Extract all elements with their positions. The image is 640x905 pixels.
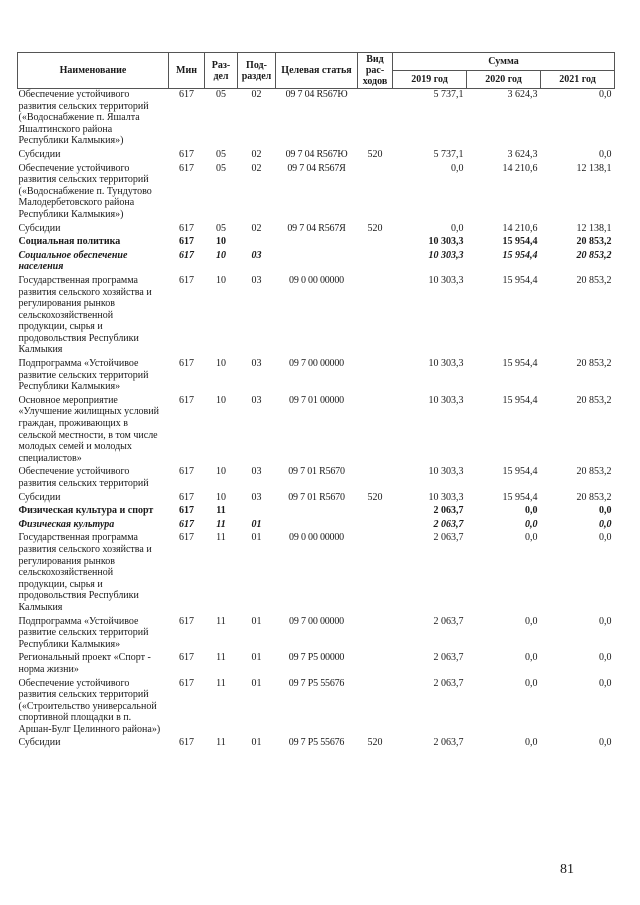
row-sum-2021: 0,0 — [599, 737, 612, 749]
row-sum-2019: 10 303,3 — [428, 249, 464, 261]
row-sum-2020: 15 954,4 — [502, 249, 538, 261]
row-sum-2019: 2 063,7 — [433, 505, 464, 517]
row-razdel: 10 — [216, 394, 226, 406]
row-podrazdel: 03 — [251, 274, 262, 286]
row-sum-2019: 2 063,7 — [433, 615, 464, 627]
row-vid — [358, 616, 393, 653]
row-article: 09 7 04 R567Ю — [285, 89, 348, 100]
row-podrazdel: 03 — [251, 491, 262, 503]
row-sum-2019: 0,0 — [451, 222, 464, 234]
row-razdel: 10 — [216, 236, 226, 248]
row-razdel: 10 — [216, 491, 226, 503]
row-name: Социальное обеспечение населения — [18, 249, 128, 273]
table-header — [18, 53, 615, 89]
row-article: 09 0 00 00000 — [289, 274, 344, 286]
row-podrazdel: 02 — [251, 148, 262, 160]
row-sum-2020: 3 624,3 — [507, 89, 538, 100]
row-article — [276, 505, 358, 519]
row-article: 09 7 04 R567Я — [287, 162, 346, 174]
row-sum-2019: 10 303,3 — [428, 274, 464, 286]
row-sum-2021: 0,0 — [599, 148, 612, 160]
row-razdel: 11 — [216, 518, 226, 530]
row-min: 617 — [179, 162, 194, 174]
row-sum-2019: 2 063,7 — [433, 518, 464, 530]
row-vid: 520 — [367, 737, 383, 749]
row-sum-2019: 5 737,1 — [433, 89, 464, 100]
row-razdel: 11 — [216, 532, 226, 544]
row-sum-2021: 12 138,1 — [576, 222, 612, 234]
row-name: Региональный проект «Спорт - норма жизни» — [18, 652, 151, 675]
row-name: Субсидии — [18, 737, 61, 749]
row-article: 09 7 01 00000 — [289, 394, 344, 406]
row-min: 617 — [179, 518, 194, 530]
header-2019: 2019 год — [393, 71, 467, 89]
header-summa: Сумма — [393, 53, 615, 71]
row-podrazdel — [238, 505, 276, 519]
row-sum-2019: 10 303,3 — [428, 358, 464, 370]
row-sum-2019: 2 063,7 — [433, 677, 464, 689]
table-row — [18, 149, 615, 163]
row-min: 617 — [179, 737, 194, 749]
row-sum-2021: 20 853,2 — [576, 274, 612, 286]
row-sum-2021: 0,0 — [599, 518, 612, 530]
row-name: Физическая культура — [18, 518, 115, 530]
row-razdel: 11 — [216, 615, 226, 627]
row-vid — [358, 519, 393, 533]
row-razdel: 05 — [216, 162, 226, 174]
table-row — [18, 652, 615, 677]
row-sum-2021: 0,0 — [599, 89, 612, 100]
row-article: 09 7 P5 55676 — [288, 677, 345, 689]
row-sum-2020: 15 954,4 — [502, 466, 538, 478]
row-vid — [358, 275, 393, 358]
row-article: 09 7 04 R567Ю — [285, 148, 348, 160]
row-min: 617 — [179, 615, 194, 627]
row-sum-2019: 5 737,1 — [433, 148, 464, 160]
row-min: 617 — [179, 236, 194, 248]
table-row — [18, 519, 615, 533]
header-min: Мин — [169, 53, 205, 89]
row-podrazdel: 01 — [251, 615, 262, 627]
header-2021: 2021 год — [541, 71, 615, 89]
row-min: 617 — [179, 274, 194, 286]
row-min: 617 — [179, 222, 194, 234]
table-row — [18, 250, 615, 275]
row-sum-2020: 0,0 — [525, 532, 538, 544]
row-name: Обеспечение устойчивого развития сельских территорий («Водоснабжение п. Яшалта Яшалтинского района Республики Калмыкия») — [18, 89, 149, 147]
row-razdel: 05 — [216, 148, 226, 160]
row-name: Обеспечение устойчивого развития сельских территорий («Водоснабжение п. Тундутово Малодербетовского района Республики Калмыкия») — [18, 162, 152, 220]
row-razdel: 11 — [216, 737, 226, 749]
row-sum-2021: 0,0 — [599, 505, 612, 517]
row-sum-2021: 20 853,2 — [576, 249, 612, 261]
row-razdel: 10 — [216, 249, 226, 261]
row-sum-2020: 3 624,3 — [507, 148, 538, 160]
row-razdel: 11 — [216, 505, 226, 517]
row-podrazdel: 03 — [251, 466, 262, 478]
row-name: Государственная программа развития сельского хозяйства и регулирования рынков сельскохозяйственной продукции, сырья и продовольствия Республики Калмыкия — [18, 532, 152, 613]
row-min: 617 — [179, 491, 194, 503]
row-sum-2019: 0,0 — [451, 162, 464, 174]
row-sum-2021: 20 853,2 — [576, 358, 612, 370]
row-name: Социальная политика — [18, 236, 121, 248]
page-number: 81 — [560, 862, 574, 877]
table-row — [18, 492, 615, 506]
row-name: Государственная программа развития сельского хозяйства и регулирования рынков сельскохозяйственной продукции, сырья и продовольствия Республики Калмыкия — [18, 274, 152, 356]
row-vid — [358, 395, 393, 467]
row-razdel: 05 — [216, 89, 226, 100]
row-vid — [358, 89, 393, 149]
table-row — [18, 358, 615, 395]
row-vid — [358, 358, 393, 395]
header-article: Целевая статья — [276, 53, 358, 89]
row-sum-2020: 15 954,4 — [502, 491, 538, 503]
row-razdel: 11 — [216, 677, 226, 689]
row-sum-2021: 20 853,2 — [576, 491, 612, 503]
row-vid — [358, 163, 393, 223]
row-sum-2020: 0,0 — [525, 737, 538, 749]
row-sum-2020: 14 210,6 — [502, 162, 538, 174]
row-article — [276, 250, 358, 275]
row-article — [276, 519, 358, 533]
row-sum-2020: 0,0 — [525, 615, 538, 627]
row-razdel: 10 — [216, 358, 226, 370]
row-sum-2020: 0,0 — [525, 518, 538, 530]
row-vid — [358, 466, 393, 491]
table-row — [18, 678, 615, 738]
row-min: 617 — [179, 148, 194, 160]
row-vid: 520 — [367, 148, 383, 160]
row-sum-2019: 2 063,7 — [433, 652, 464, 664]
header-vid: Вид рас-ходов — [358, 53, 393, 89]
row-podrazdel: 01 — [251, 677, 262, 689]
table-row — [18, 505, 615, 519]
row-podrazdel: 02 — [251, 222, 262, 234]
row-name: Подпрограмма «Устойчивое развитие сельских территорий Республики Калмыкия» — [18, 615, 149, 650]
row-sum-2020: 14 210,6 — [502, 222, 538, 234]
row-article: 09 7 P5 00000 — [288, 652, 345, 664]
row-sum-2020: 0,0 — [525, 677, 538, 689]
row-podrazdel: 01 — [251, 532, 262, 544]
row-podrazdel: 03 — [251, 249, 262, 261]
budget-table — [17, 52, 615, 751]
row-sum-2020: 15 954,4 — [502, 274, 538, 286]
row-name: Обеспечение устойчивого развития сельских территорий («Строительство универсальной спортивной площадки в п. Аршан-Булг Целинного района») — [18, 677, 161, 735]
row-min: 617 — [179, 677, 194, 689]
row-sum-2020: 15 954,4 — [502, 236, 538, 248]
row-article: 09 0 00 00000 — [289, 532, 344, 544]
row-sum-2020: 15 954,4 — [502, 394, 538, 406]
row-vid — [358, 532, 393, 615]
row-podrazdel: 03 — [251, 394, 262, 406]
row-podrazdel: 02 — [251, 162, 262, 174]
row-min: 617 — [179, 394, 194, 406]
row-name: Физическая культура и спорт — [18, 505, 154, 517]
row-min: 617 — [179, 505, 194, 517]
row-min: 617 — [179, 89, 194, 100]
row-min: 617 — [179, 532, 194, 544]
table-row — [18, 616, 615, 653]
row-vid: 520 — [367, 222, 383, 234]
table-row — [18, 236, 615, 250]
row-vid — [358, 652, 393, 677]
row-sum-2019: 10 303,3 — [428, 236, 464, 248]
row-vid: 520 — [367, 491, 383, 503]
row-min: 617 — [179, 652, 194, 664]
header-name: Наименование — [18, 53, 169, 89]
row-vid — [358, 505, 393, 519]
table-row — [18, 89, 615, 149]
table-row — [18, 163, 615, 223]
row-sum-2021: 0,0 — [599, 615, 612, 627]
row-sum-2021: 0,0 — [599, 652, 612, 664]
row-razdel: 05 — [216, 222, 226, 234]
row-sum-2021: 12 138,1 — [576, 162, 612, 174]
row-sum-2021: 20 853,2 — [576, 394, 612, 406]
row-min: 617 — [179, 358, 194, 370]
row-name: Основное мероприятие «Улучшение жилищных условий граждан, проживающих в сельской местности, в том числе молодых семей и молодых специалистов» — [18, 394, 159, 464]
row-vid — [358, 678, 393, 738]
row-sum-2019: 10 303,3 — [428, 491, 464, 503]
row-sum-2019: 10 303,3 — [428, 466, 464, 478]
row-name: Обеспечение устойчивого развития сельских территорий — [18, 466, 149, 489]
header-razdel: Раз-дел — [205, 53, 238, 89]
row-vid — [358, 250, 393, 275]
row-sum-2021: 0,0 — [599, 532, 612, 544]
header-podrazdel: Под-раздел — [238, 53, 276, 89]
row-sum-2019: 2 063,7 — [433, 532, 464, 544]
row-sum-2021: 20 853,2 — [576, 466, 612, 478]
row-name: Подпрограмма «Устойчивое развитие сельских территорий Республики Калмыкия» — [18, 358, 149, 393]
row-article: 09 7 01 R5670 — [288, 491, 345, 503]
row-razdel: 10 — [216, 274, 226, 286]
row-podrazdel: 01 — [251, 652, 262, 664]
row-razdel: 11 — [216, 652, 226, 664]
row-sum-2021: 20 853,2 — [576, 236, 612, 248]
table-row — [18, 532, 615, 615]
table-body — [18, 89, 615, 752]
row-sum-2019: 2 063,7 — [433, 737, 464, 749]
row-podrazdel: 03 — [251, 358, 262, 370]
row-article: 09 7 00 00000 — [289, 615, 344, 627]
row-sum-2021: 0,0 — [599, 677, 612, 689]
row-name: Субсидии — [18, 222, 61, 234]
row-article: 09 7 04 R567Я — [287, 222, 346, 234]
table-row — [18, 223, 615, 237]
row-sum-2020: 15 954,4 — [502, 358, 538, 370]
row-podrazdel: 01 — [251, 737, 262, 749]
row-podrazdel: 02 — [251, 89, 262, 100]
row-razdel: 10 — [216, 466, 226, 478]
row-article: 09 7 P5 55676 — [288, 737, 345, 749]
row-min: 617 — [179, 249, 194, 261]
table-row — [18, 275, 615, 358]
budget-table-page — [17, 52, 614, 751]
header-2020: 2020 год — [467, 71, 541, 89]
row-podrazdel: 01 — [251, 518, 262, 530]
table-row — [18, 737, 615, 751]
row-podrazdel — [238, 236, 276, 250]
row-name: Субсидии — [18, 148, 61, 160]
row-name: Субсидии — [18, 491, 61, 503]
row-article: 09 7 00 00000 — [289, 358, 344, 370]
row-vid — [358, 236, 393, 250]
row-sum-2020: 0,0 — [525, 505, 538, 517]
row-min: 617 — [179, 466, 194, 478]
table-row — [18, 395, 615, 467]
row-sum-2019: 10 303,3 — [428, 394, 464, 406]
row-article — [276, 236, 358, 250]
table-row — [18, 466, 615, 491]
row-sum-2020: 0,0 — [525, 652, 538, 664]
row-article: 09 7 01 R5670 — [288, 466, 345, 478]
